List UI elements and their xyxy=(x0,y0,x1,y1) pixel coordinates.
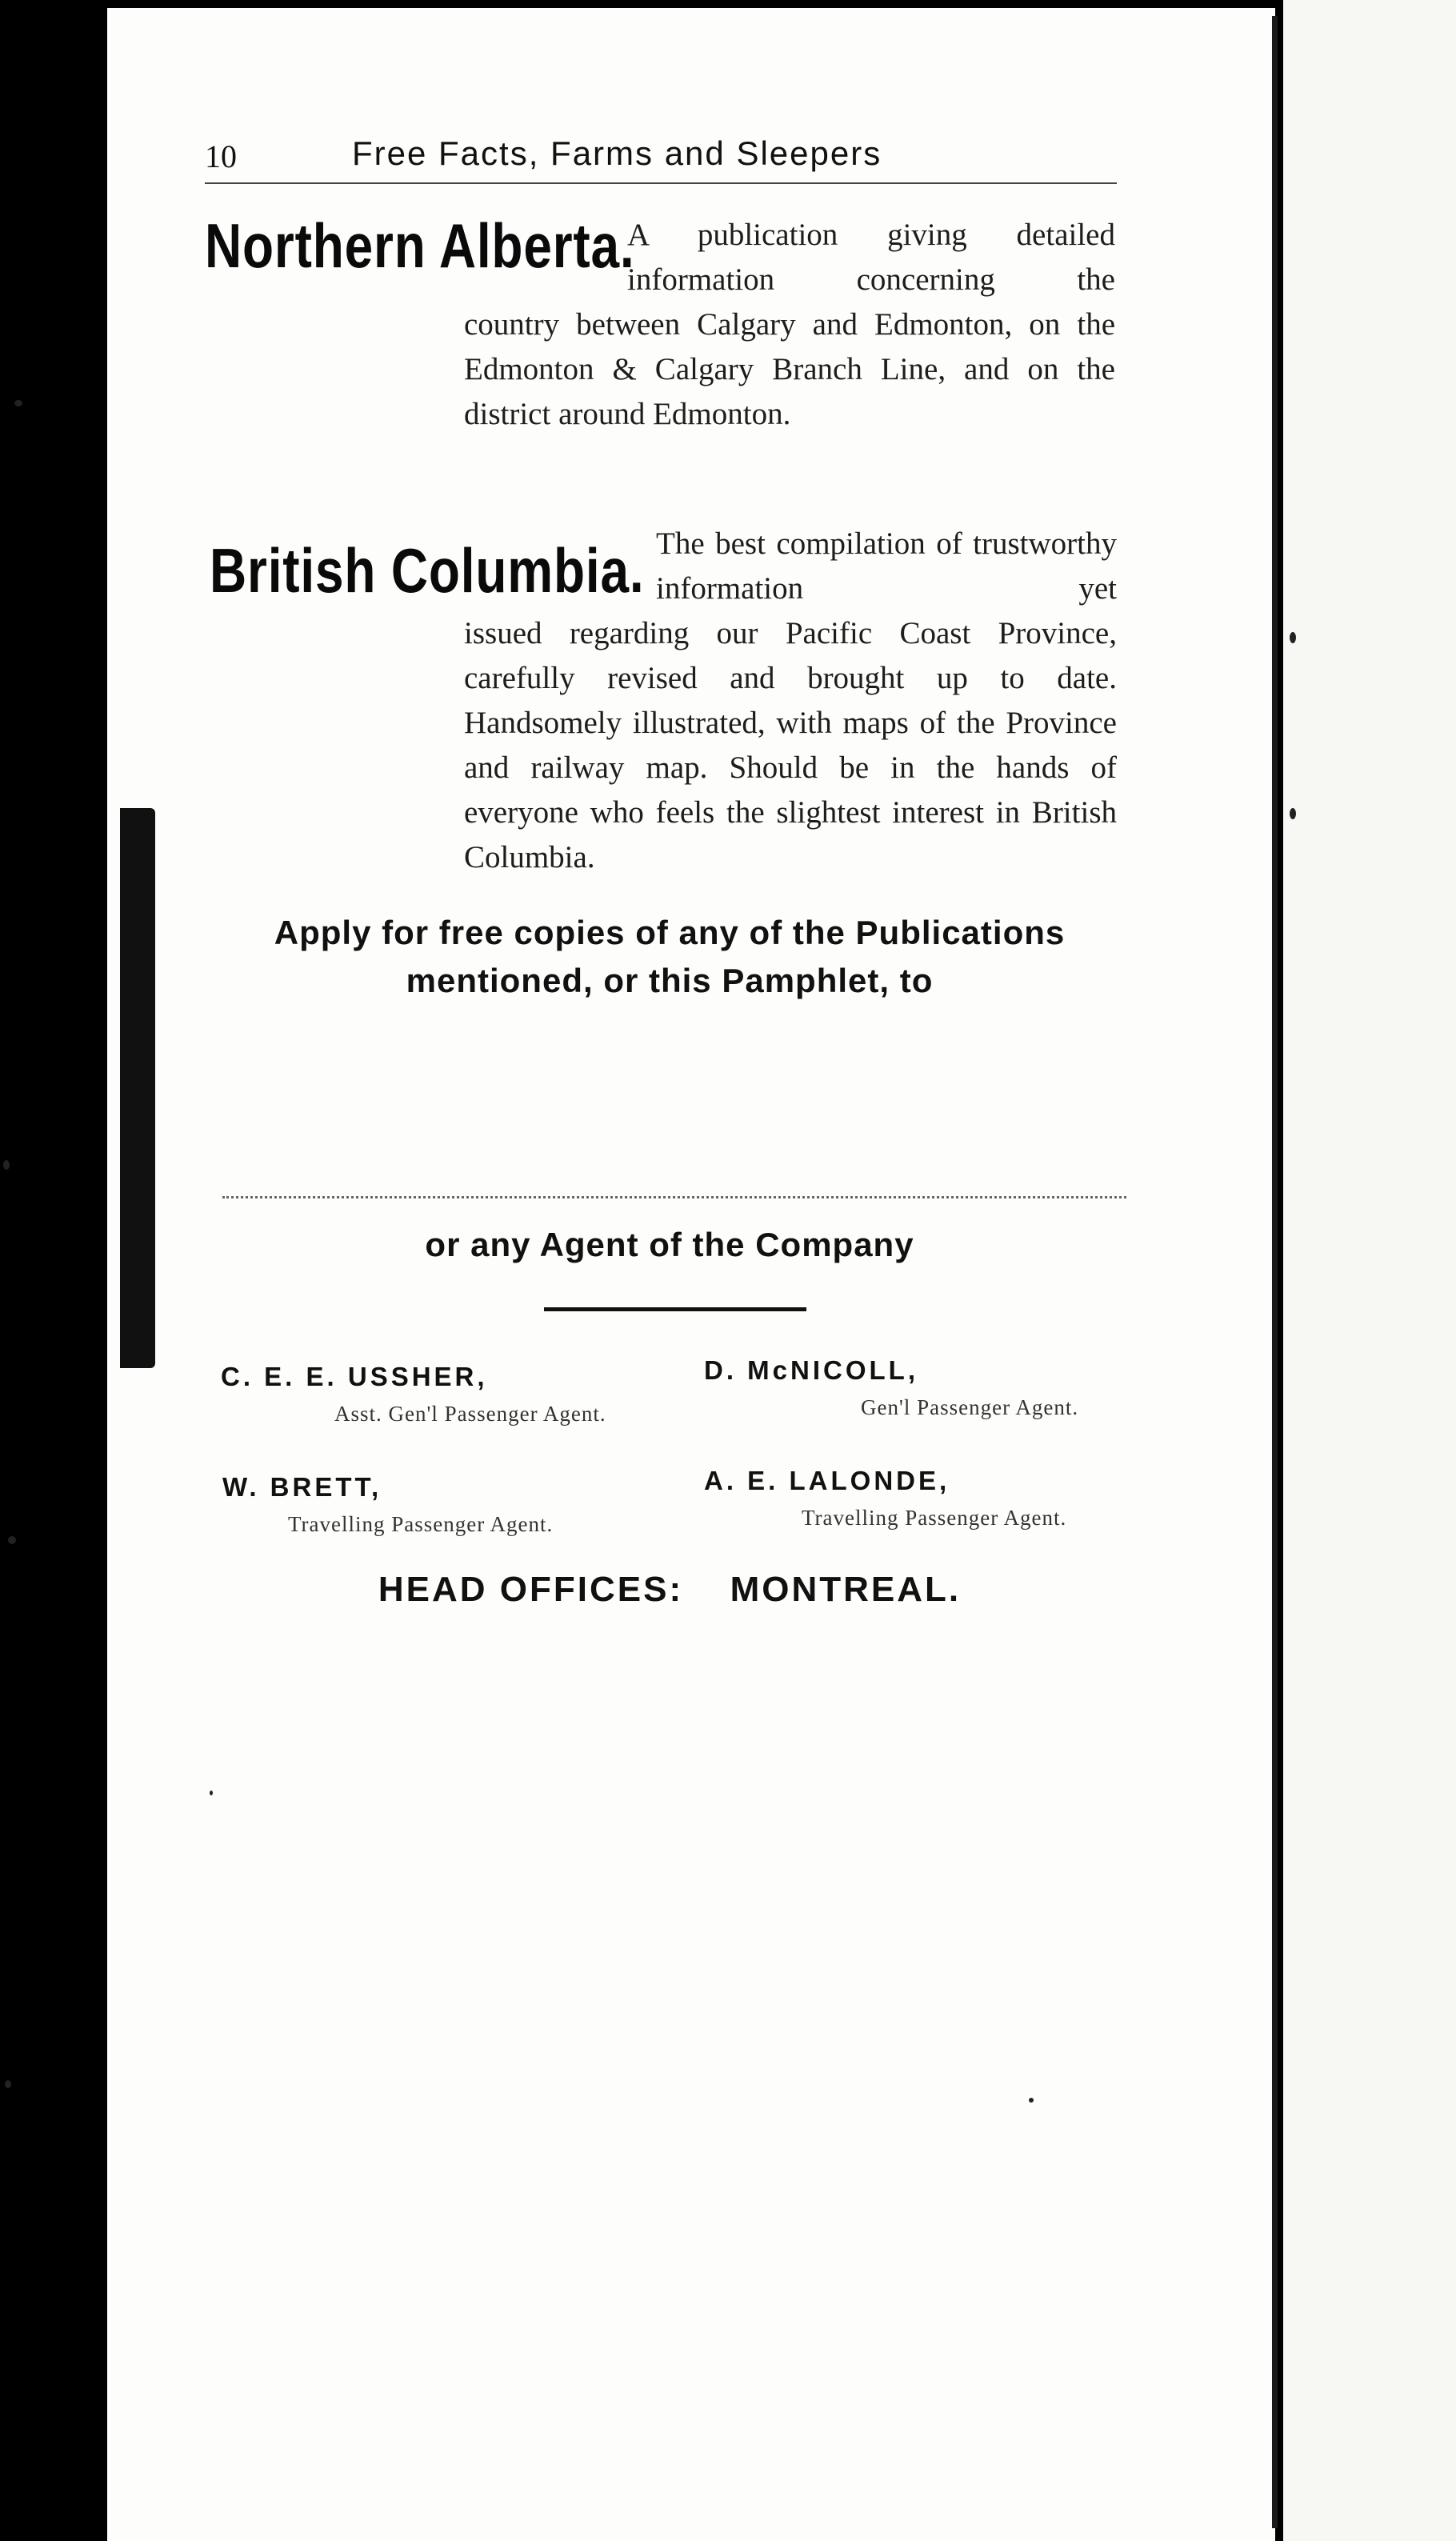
contact-name: C. E. E. USSHER, xyxy=(221,1362,488,1391)
scan-speck xyxy=(5,2080,11,2088)
section-title-british-columbia: British Columbia. xyxy=(210,535,645,606)
scan-speck xyxy=(1290,632,1296,643)
scan-speck xyxy=(1290,808,1296,819)
contact-name: A. E. LALONDE, xyxy=(704,1466,950,1495)
page-number: 10 xyxy=(205,138,237,174)
scan-speck xyxy=(3,1160,10,1170)
northern-alberta-lead: A publication giving detailed information concerning the xyxy=(627,218,1115,297)
apply-line-2: mentioned, or this Pamphlet, to xyxy=(406,962,934,999)
page-gutter xyxy=(1272,16,1278,2528)
contact-title: Travelling Passenger Agent. xyxy=(288,1512,554,1536)
scan-speck xyxy=(1029,2098,1034,2103)
head-offices-city: MONTREAL. xyxy=(730,1570,962,1609)
adjacent-page xyxy=(1283,0,1456,2541)
apply-line-1: Apply for free copies of any of the Publications xyxy=(274,914,1066,951)
section-title-northern-alberta: Northern Alberta. xyxy=(205,210,635,281)
binding-tab xyxy=(120,808,155,1368)
running-title: Free Facts, Farms and Sleepers xyxy=(352,134,882,172)
northern-alberta-body: country between Calgary and Edmonton, on the Edmonton & Calgary Branch Line, and on the district around Edmonton. xyxy=(464,307,1115,431)
page-header xyxy=(205,134,1117,184)
scan-speck xyxy=(8,1536,16,1544)
agent-line: or any Agent of the Company xyxy=(425,1226,914,1263)
british-columbia-body: issued regarding our Pacific Coast Province, carefully revised and brought up to date. Handsomely illustrated, with maps of the Province and railway map. Should be in the hands of everyone who feels the slightest interest in British Columbia. xyxy=(464,616,1117,874)
address-blank-line xyxy=(222,1196,1126,1198)
contact-title: Gen'l Passenger Agent. xyxy=(861,1395,1079,1419)
contact-name: W. BRETT, xyxy=(222,1472,382,1502)
divider-rule xyxy=(544,1307,806,1311)
head-offices xyxy=(210,1570,1130,1610)
british-columbia-lead: The best compilation of trustworthy information yet xyxy=(656,526,1117,606)
apply-instructions xyxy=(210,909,1130,1005)
scan-speck xyxy=(14,400,22,406)
scan-speck xyxy=(210,1791,213,1795)
contact-title: Asst. Gen'l Passenger Agent. xyxy=(334,1402,606,1426)
contact-name: D. McNICOLL, xyxy=(704,1355,918,1385)
contact-title: Travelling Passenger Agent. xyxy=(802,1506,1067,1530)
head-offices-label: HEAD OFFICES: xyxy=(378,1570,684,1609)
